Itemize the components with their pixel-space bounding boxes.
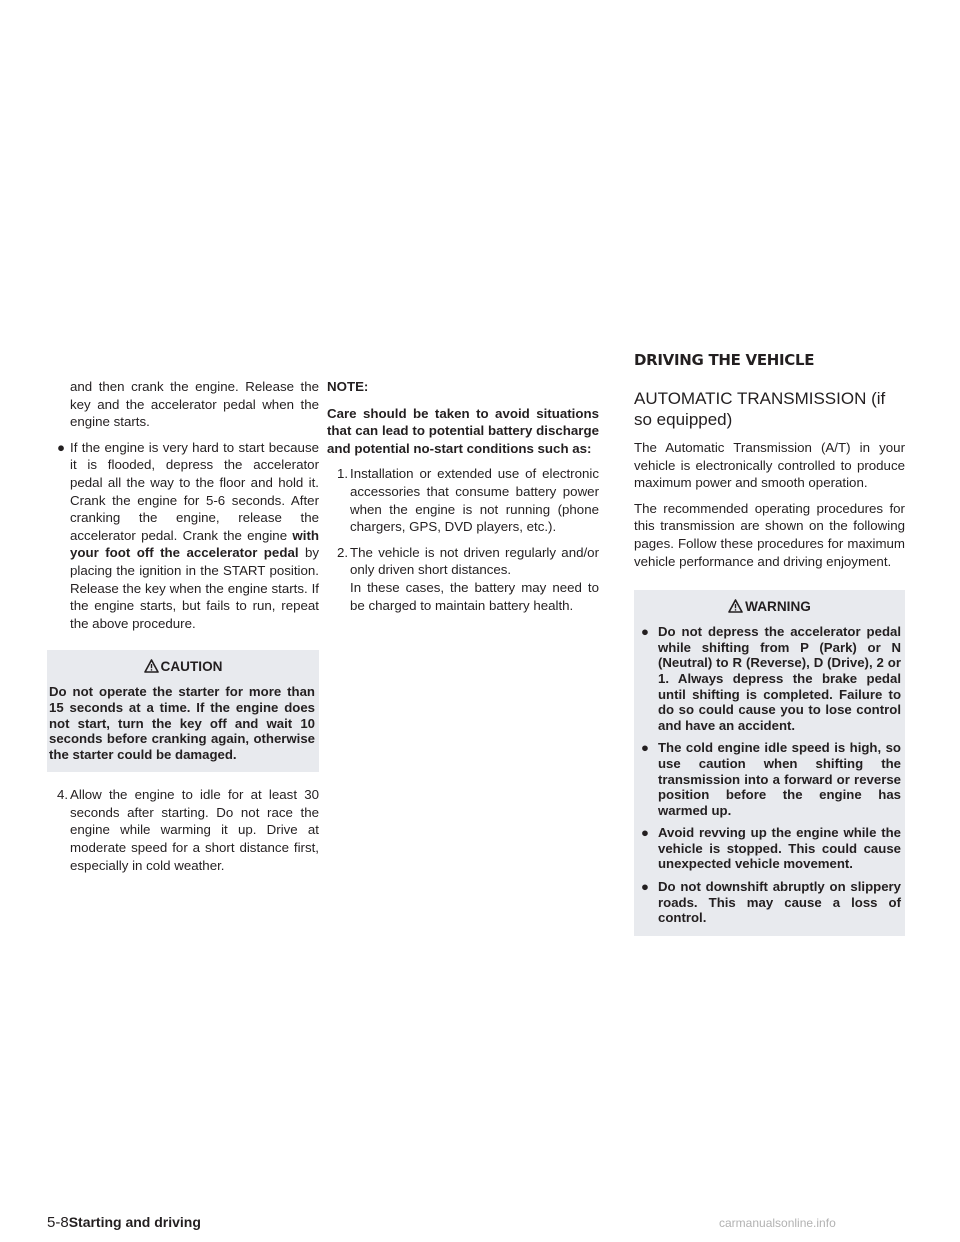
warning-text: Do not downshift abruptly on slippery roads. This may cause a loss of control. bbox=[658, 879, 901, 926]
warning-title: WARNING bbox=[745, 599, 811, 615]
intro-paragraph-2: The recommended operating procedures for this transmission are shown on the following pages. Follow these procedures for maximum vehicle performance and driving enjoyment. bbox=[634, 500, 905, 569]
bullet-text-pre: If the engine is very hard to start because it is flooded, depress the accelerator pedal all the way to the floor and hold it. Crank the engine for 5-6 seconds. After cranking the engine, release the accelerator pedal. Crank the engine bbox=[70, 439, 319, 543]
bullet-text-bold: with your foot off the accelerator pedal bbox=[70, 527, 319, 561]
flooded-engine-bullet bbox=[47, 439, 319, 633]
caution-text: Do not operate the starter for more than 15 seconds at a time. If the engine does not start, turn the key off and wait 10 seconds before cranking again, otherwise the starter could be damaged. bbox=[49, 684, 315, 762]
continued-text: and then crank the engine. Release the key and the accelerator pedal when the engine starts. bbox=[70, 379, 319, 430]
warning-body bbox=[634, 624, 905, 926]
bullet-icon: ● bbox=[641, 624, 649, 640]
note-item-number: 2. bbox=[337, 544, 349, 560]
bullet-icon: ● bbox=[641, 825, 649, 841]
bullet-icon: ● bbox=[57, 439, 66, 455]
page-footer bbox=[47, 1214, 201, 1231]
bullet-icon: ● bbox=[641, 879, 649, 895]
column-1 bbox=[47, 378, 319, 874]
bullet-icon: ● bbox=[641, 740, 649, 756]
caution-body bbox=[47, 684, 319, 762]
warning-box bbox=[634, 590, 905, 936]
note-item-number: 1. bbox=[337, 466, 349, 482]
step-4-number: 4. bbox=[57, 787, 69, 803]
column-3 bbox=[634, 388, 905, 936]
warning-text: The cold engine idle speed is high, so use caution when shifting the transmission into a forward or reverse position before the engine has warmed up. bbox=[658, 740, 901, 818]
caution-header bbox=[47, 654, 319, 684]
footer-section-title: Starting and driving bbox=[68, 1214, 201, 1230]
warning-triangle-icon bbox=[728, 599, 743, 619]
note-item-text: The vehicle is not driven regularly and/or only driven short distances. bbox=[350, 544, 599, 578]
caution-title: CAUTION bbox=[160, 659, 223, 675]
note-item-extra: In these cases, the battery may need to be charged to maintain battery health. bbox=[350, 579, 599, 613]
caution-box bbox=[47, 650, 319, 772]
note-item-2 bbox=[327, 544, 599, 614]
note-item-1 bbox=[327, 465, 599, 535]
warning-triangle-icon bbox=[144, 659, 159, 679]
note-item-text: Installation or extended use of electronic accessories that consume battery power when the engine is not running (phone chargers, GPS, DVD players, etc.). bbox=[350, 466, 599, 535]
step-4 bbox=[47, 786, 319, 874]
note-label: NOTE: bbox=[327, 379, 369, 394]
warning-text: Avoid revving up the engine while the vehicle is stopped. This could cause unexpected vehicle movement. bbox=[658, 825, 901, 872]
page-number: 5-8 bbox=[47, 1214, 69, 1231]
warning-header bbox=[634, 594, 905, 624]
note-intro: Care should be taken to avoid situations that can lead to potential battery discharge and potential no-start conditions such as: bbox=[327, 405, 599, 456]
warning-item bbox=[636, 879, 901, 926]
warning-item bbox=[636, 825, 901, 872]
column-2 bbox=[327, 378, 599, 614]
bullet-text-post: by placing the ignition in the START position. Release the key when the engine starts. If the engine starts, but fails to run, repeat the above procedure. bbox=[70, 545, 319, 631]
step-4-text: Allow the engine to idle for at least 30 seconds after starting. Do not race the engine while warming it up. Drive at moderate speed for a short distance first, especially in cold weather. bbox=[70, 787, 319, 873]
warning-text: Do not depress the accelerator pedal while shifting from P (Park) or N (Neutral) to R (Reverse), D (Drive), 2 or 1. Always depress the brake pedal until shifting is completed. Failure to do so could cause you to lose control and have an accident. bbox=[658, 624, 901, 733]
warning-item bbox=[636, 740, 901, 818]
watermark: carmanualsonline.info bbox=[719, 1216, 836, 1230]
running-head: DRIVING THE VEHICLE bbox=[634, 351, 815, 369]
warning-item bbox=[636, 624, 901, 733]
intro-paragraph-1: The Automatic Transmission (A/T) in your vehicle is electronically controlled to produce maximum power and smooth operation. bbox=[634, 440, 905, 491]
section-title: AUTOMATIC TRANSMISSION (if so equipped) bbox=[634, 389, 886, 429]
